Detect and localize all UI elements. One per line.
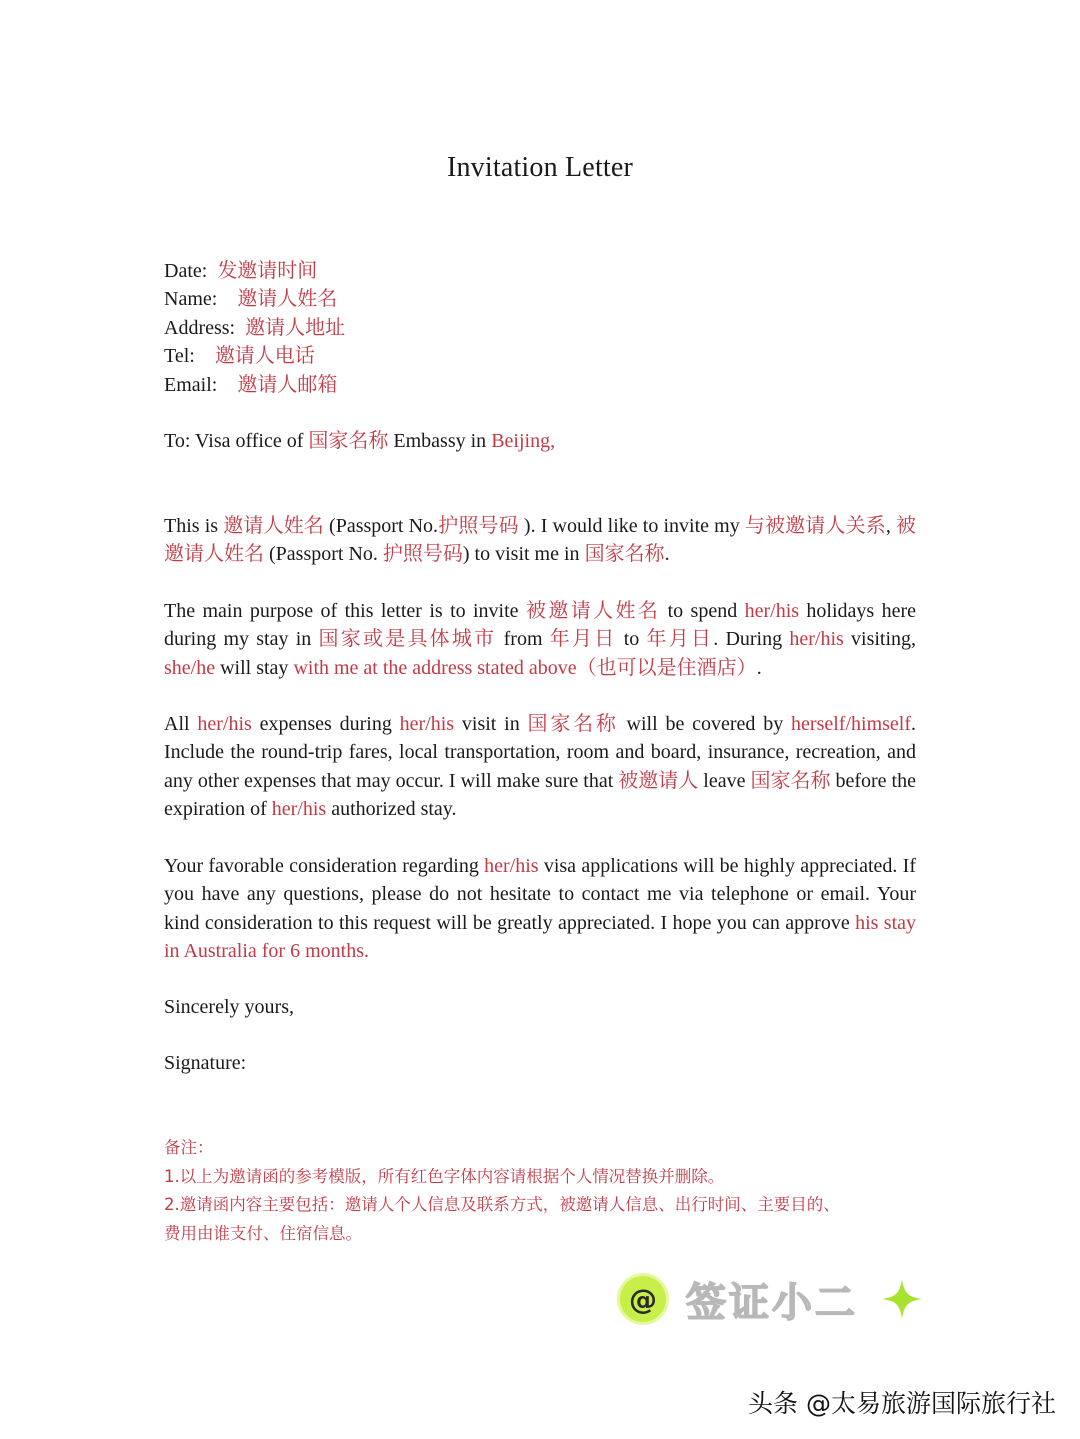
text: from <box>496 628 550 651</box>
text: holidays here during my stay in <box>164 600 916 651</box>
placeholder: herself/himself <box>791 713 912 735</box>
recipient-city: Beijing, <box>491 430 556 452</box>
text: (Passport No. <box>323 515 439 537</box>
letter-title: Invitation Letter <box>446 152 634 183</box>
source-credit: 头条 @太易旅游国际旅行社 <box>748 1389 1056 1418</box>
text: will stay <box>215 656 294 679</box>
text: , <box>885 515 896 537</box>
text: expenses during <box>251 713 400 735</box>
placeholder: with me at the address stated above（也可以是住酒店） <box>293 656 757 679</box>
text: All <box>164 713 198 735</box>
placeholder: 国家名称 <box>750 769 831 792</box>
notes-line-2: 2.邀请函内容主要包括：邀请人个人信息及联系方式，被邀请人信息、出行时间、主要目的、 <box>164 1195 840 1214</box>
text: ). I would like to invite my <box>518 515 745 537</box>
text: ) to visit me in <box>462 543 585 566</box>
placeholder: her/his <box>789 628 844 651</box>
paragraph-introduction <box>164 512 916 569</box>
placeholder: 护照号码 <box>382 543 463 566</box>
placeholder: 护照号码 <box>438 515 519 537</box>
text: before the expiration of <box>164 769 916 821</box>
placeholder: 国家名称 <box>527 713 619 735</box>
date-row <box>164 257 916 285</box>
watermark-text: 签证小二 <box>686 1279 858 1326</box>
placeholder: 年月日 <box>646 628 714 651</box>
placeholder: her/his <box>744 600 800 622</box>
paragraph-expenses <box>164 710 916 824</box>
email-value: 邀请人邮箱 <box>237 373 338 396</box>
placeholder: her/his <box>484 855 539 877</box>
date-label: Date: <box>164 260 208 282</box>
placeholder: 被邀请人 <box>618 769 699 792</box>
placeholder: 与被邀请人关系 <box>744 515 886 537</box>
paragraph-purpose <box>164 597 916 682</box>
placeholder: 国家或是具体城市 <box>318 628 497 651</box>
text: visa applications will be highly appreciated. If you have any questions, please do not hesitate to contact me via telephone or email. Your kind consideration to this request will be greatly appreciated. I hope you can approve <box>164 855 916 934</box>
text: to <box>616 628 647 651</box>
sender-info <box>164 257 916 399</box>
text: visit in <box>454 713 528 735</box>
tel-row <box>164 342 916 370</box>
notes-line-2-cont: 费用由谁支付、住宿信息。 <box>164 1223 362 1243</box>
address-row <box>164 314 916 342</box>
tel-label: Tel: <box>164 345 195 368</box>
text: visiting, <box>843 628 917 651</box>
text: leave <box>698 769 751 792</box>
placeholder: she/he <box>164 656 216 679</box>
placeholder: her/his <box>399 713 455 735</box>
notes-line-1: 1.以上为邀请函的参考模版，所有红色字体内容请根据个人情况替换并删除。 <box>164 1166 725 1186</box>
name-value: 邀请人姓名 <box>237 288 338 311</box>
email-label: Email: <box>164 373 218 396</box>
text: Your favorable consideration regarding <box>164 855 485 877</box>
at-badge: @ <box>620 1276 666 1322</box>
text: . <box>664 543 670 566</box>
placeholder: 被邀请人姓名 <box>525 600 661 622</box>
recipient-country: 国家名称 <box>308 430 389 452</box>
address-label: Address: <box>164 316 236 339</box>
text: authorized stay. <box>326 798 457 821</box>
placeholder: 邀请人姓名 <box>223 515 324 537</box>
paragraph-consideration <box>164 852 916 966</box>
placeholder: 年月日 <box>549 628 617 651</box>
text: . <box>756 656 762 679</box>
address-value: 邀请人地址 <box>245 316 346 339</box>
placeholder: her/his <box>197 713 252 735</box>
placeholder: his stay in Australia for 6 months. <box>164 911 917 963</box>
placeholder: 被邀请人姓名 <box>164 515 916 566</box>
text: (Passport No. <box>264 543 383 566</box>
date-value: 发邀请时间 <box>217 260 318 282</box>
recipient-text: Embassy in <box>388 430 492 452</box>
text: will be covered by <box>618 713 792 735</box>
name-label: Name: <box>164 288 218 311</box>
closing-line: Sincerely yours, <box>164 996 294 1018</box>
watermark <box>620 1273 924 1325</box>
text: . During <box>713 628 790 651</box>
tel-value: 邀请人电话 <box>214 345 315 368</box>
text: The main purpose of this letter is to invite <box>164 600 526 622</box>
placeholder: her/his <box>271 798 327 821</box>
name-row <box>164 285 916 313</box>
notes-heading: 备注： <box>164 1138 214 1157</box>
text: . Include the round-trip fares, local transportation, room and board, insurance, recreation, and any other expenses that may occur. I will make sure that <box>164 713 917 792</box>
placeholder: 国家名称 <box>584 543 665 566</box>
email-row <box>164 371 916 399</box>
sparkle-icon <box>880 1277 924 1321</box>
recipient-text: To: Visa office of <box>164 430 309 452</box>
notes-section <box>164 1134 924 1248</box>
recipient-line <box>164 427 916 455</box>
text: to spend <box>660 600 745 622</box>
text: This is <box>164 515 224 537</box>
signature-label: Signature: <box>164 1052 247 1074</box>
